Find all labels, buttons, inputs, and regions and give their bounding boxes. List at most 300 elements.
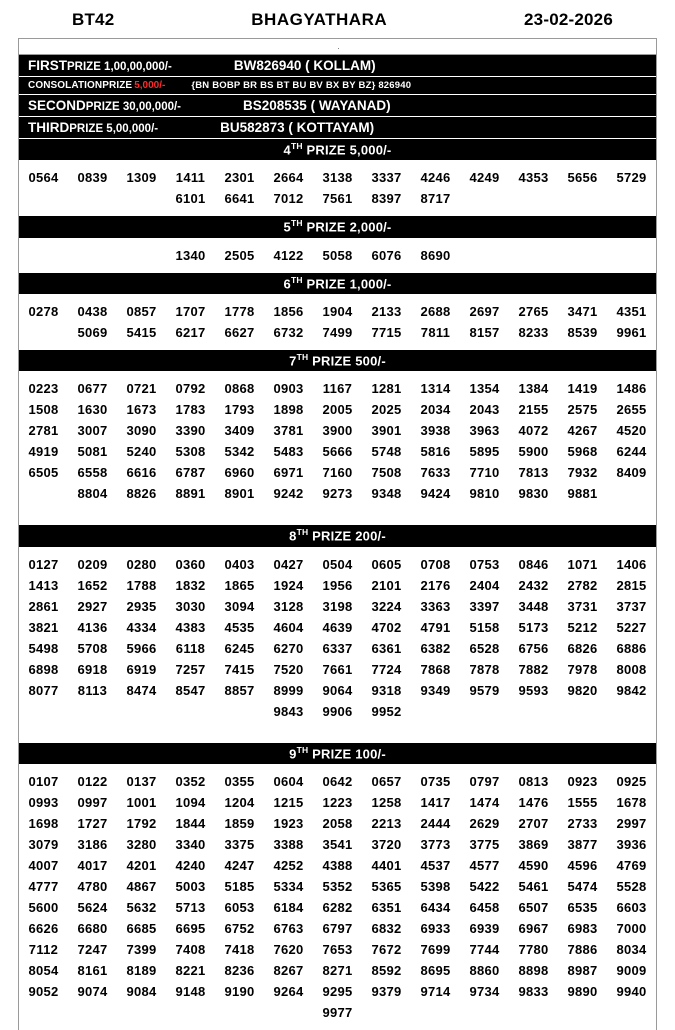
number-cell: 0642 bbox=[322, 773, 353, 789]
number-cell: 2688 bbox=[420, 303, 451, 319]
number-cell: 8189 bbox=[126, 962, 157, 978]
second-prize-ticket: BS208535 ( WAYANAD) bbox=[243, 97, 391, 113]
fifth-prize-title: 5TH PRIZE 2,000/- bbox=[283, 218, 392, 235]
number-cell: 5227 bbox=[616, 619, 647, 635]
lottery-code: BT42 bbox=[72, 10, 115, 29]
number-cell: 9842 bbox=[616, 682, 647, 698]
number-cell: 3541 bbox=[322, 836, 353, 852]
number-cell: 0438 bbox=[77, 303, 108, 319]
number-cell: 0797 bbox=[469, 773, 500, 789]
number-cell: 7882 bbox=[518, 661, 549, 677]
number-cell: 0427 bbox=[273, 556, 304, 572]
number-cell: 8898 bbox=[518, 962, 549, 978]
number-cell: 1223 bbox=[322, 794, 353, 810]
number-cell: 2655 bbox=[616, 402, 647, 418]
third-prize-label: THIRDPRIZE 5,00,000/- bbox=[28, 119, 159, 135]
number-cell: 3340 bbox=[175, 836, 206, 852]
number-cell: 3337 bbox=[371, 170, 402, 186]
number-cell bbox=[362, 1002, 411, 1023]
number-cell: 3731 bbox=[567, 598, 598, 614]
number-cell bbox=[264, 1002, 313, 1023]
number-cell: 2034 bbox=[420, 402, 451, 418]
number-cell: 4136 bbox=[77, 619, 108, 635]
number-cell: 6933 bbox=[420, 920, 451, 936]
number-cell: 7633 bbox=[420, 465, 451, 481]
number-cell: 6680 bbox=[77, 920, 108, 936]
number-cell: 7415 bbox=[224, 661, 255, 677]
number-cell: 8891 bbox=[175, 486, 206, 502]
number-cell bbox=[558, 245, 607, 266]
draw-date: 23-02-2026 bbox=[524, 10, 613, 29]
number-cell: 2025 bbox=[371, 402, 402, 418]
number-cell: 1924 bbox=[273, 577, 304, 593]
number-cell: 1167 bbox=[322, 381, 353, 397]
number-cell: 3363 bbox=[420, 598, 451, 614]
number-cell: 1793 bbox=[224, 402, 255, 418]
number-row bbox=[19, 701, 656, 722]
number-cell: 0355 bbox=[224, 773, 255, 789]
number-cell: 4919 bbox=[28, 444, 59, 460]
number-cell: 3186 bbox=[77, 836, 108, 852]
number-cell bbox=[460, 1002, 509, 1023]
number-cell: 8695 bbox=[420, 962, 451, 978]
number-cell: 4201 bbox=[126, 857, 157, 873]
number-row bbox=[19, 322, 656, 343]
number-cell bbox=[411, 701, 460, 722]
number-cell: 8271 bbox=[322, 962, 353, 978]
number-cell: 0677 bbox=[77, 381, 108, 397]
number-cell: 9820 bbox=[567, 682, 598, 698]
number-cell: 2213 bbox=[371, 815, 402, 831]
number-cell: 8690 bbox=[420, 247, 451, 263]
number-cell: 8267 bbox=[273, 962, 304, 978]
number-cell: 4780 bbox=[77, 878, 108, 894]
number-cell: 0792 bbox=[175, 381, 206, 397]
number-cell: 2733 bbox=[567, 815, 598, 831]
ninth-prize-header bbox=[19, 743, 656, 765]
number-cell: 9009 bbox=[616, 962, 647, 978]
number-cell: 4791 bbox=[420, 619, 451, 635]
number-cell: 9734 bbox=[469, 983, 500, 999]
number-cell: 1859 bbox=[224, 815, 255, 831]
number-cell: 3397 bbox=[469, 598, 500, 614]
number-cell: 5968 bbox=[567, 444, 598, 460]
number-row bbox=[19, 378, 656, 399]
number-cell: 8161 bbox=[77, 962, 108, 978]
sixth-prize-header bbox=[19, 273, 656, 295]
number-cell: 3936 bbox=[616, 836, 647, 852]
number-cell: 9843 bbox=[273, 703, 304, 719]
number-cell: 0993 bbox=[28, 794, 59, 810]
number-cell bbox=[509, 701, 558, 722]
number-cell: 2935 bbox=[126, 598, 157, 614]
seventh-prize-numbers bbox=[19, 372, 656, 511]
number-cell bbox=[411, 1002, 460, 1023]
number-cell: 9348 bbox=[371, 486, 402, 502]
number-cell: 2707 bbox=[518, 815, 549, 831]
number-cell: 2697 bbox=[469, 303, 500, 319]
number-cell: 7886 bbox=[567, 941, 598, 957]
number-cell: 7744 bbox=[469, 941, 500, 957]
number-cell: 1001 bbox=[126, 794, 157, 810]
ninth-prize-numbers bbox=[19, 765, 656, 1030]
number-cell: 7418 bbox=[224, 941, 255, 957]
number-cell: 5713 bbox=[175, 899, 206, 915]
number-cell: 6886 bbox=[616, 640, 647, 656]
number-cell: 0278 bbox=[28, 303, 59, 319]
number-row bbox=[19, 617, 656, 638]
number-cell: 6939 bbox=[469, 920, 500, 936]
number-cell: 8804 bbox=[77, 486, 108, 502]
number-cell: 6732 bbox=[273, 324, 304, 340]
number-cell: 1508 bbox=[28, 402, 59, 418]
number-cell: 9593 bbox=[518, 682, 549, 698]
number-cell: 0352 bbox=[175, 773, 206, 789]
number-row bbox=[19, 939, 656, 960]
number-cell: 0137 bbox=[126, 773, 157, 789]
number-cell: 8547 bbox=[175, 682, 206, 698]
number-cell: 8221 bbox=[175, 962, 206, 978]
number-cell: 5240 bbox=[126, 444, 157, 460]
lottery-name: BHAGYATHARA bbox=[251, 10, 388, 29]
number-cell: 6382 bbox=[420, 640, 451, 656]
number-cell: 8539 bbox=[567, 324, 598, 340]
number-cell: 6434 bbox=[420, 899, 451, 915]
number-cell: 6337 bbox=[322, 640, 353, 656]
number-cell: 0209 bbox=[77, 556, 108, 572]
number-cell: 0868 bbox=[224, 381, 255, 397]
number-cell: 7000 bbox=[616, 920, 647, 936]
number-cell: 1832 bbox=[175, 577, 206, 593]
number-cell: 0857 bbox=[126, 303, 157, 319]
number-cell: 1417 bbox=[420, 794, 451, 810]
number-cell: 9273 bbox=[322, 486, 353, 502]
ninth-prize-title: 9TH PRIZE 100/- bbox=[289, 744, 386, 761]
sixth-prize-title: 6TH PRIZE 1,000/- bbox=[283, 274, 392, 291]
number-cell: 5398 bbox=[420, 878, 451, 894]
number-cell: 7257 bbox=[175, 661, 206, 677]
number-cell bbox=[215, 701, 264, 722]
number-cell: 7508 bbox=[371, 465, 402, 481]
number-cell: 1281 bbox=[371, 381, 402, 397]
number-cell: 4535 bbox=[224, 619, 255, 635]
section-gap bbox=[19, 511, 656, 525]
strip-tick-mark: . bbox=[337, 42, 340, 51]
number-cell: 4604 bbox=[273, 619, 304, 635]
number-row bbox=[19, 399, 656, 420]
number-cell: 5334 bbox=[273, 878, 304, 894]
number-cell: 7699 bbox=[420, 941, 451, 957]
number-cell: 8857 bbox=[224, 682, 255, 698]
number-cell: 1314 bbox=[420, 381, 451, 397]
number-cell: 2043 bbox=[469, 402, 500, 418]
number-row bbox=[19, 188, 656, 209]
number-cell: 2101 bbox=[371, 577, 402, 593]
number-cell: 6919 bbox=[126, 661, 157, 677]
sixth-prize-numbers bbox=[19, 295, 656, 350]
number-row bbox=[19, 596, 656, 617]
number-cell: 2444 bbox=[420, 815, 451, 831]
number-cell: 0657 bbox=[371, 773, 402, 789]
number-cell: 4122 bbox=[273, 247, 304, 263]
number-cell bbox=[166, 1002, 215, 1023]
number-cell: 9052 bbox=[28, 983, 59, 999]
number-cell: 3198 bbox=[322, 598, 353, 614]
number-cell: 1340 bbox=[175, 247, 206, 263]
number-cell bbox=[19, 701, 68, 722]
number-cell: 5474 bbox=[567, 878, 598, 894]
seventh-prize-title: 7TH PRIZE 500/- bbox=[289, 351, 386, 369]
number-cell: 4072 bbox=[518, 423, 549, 439]
number-cell: 9833 bbox=[518, 983, 549, 999]
number-cell: 5656 bbox=[567, 170, 598, 186]
number-cell bbox=[460, 188, 509, 209]
number-cell: 6282 bbox=[322, 899, 353, 915]
number-cell: 2861 bbox=[28, 598, 59, 614]
number-cell: 8999 bbox=[273, 682, 304, 698]
number-cell: 0605 bbox=[371, 556, 402, 572]
number-cell: 6797 bbox=[322, 920, 353, 936]
number-cell: 7868 bbox=[420, 661, 451, 677]
number-cell: 1956 bbox=[322, 577, 353, 593]
number-cell: 2155 bbox=[518, 402, 549, 418]
number-row bbox=[19, 462, 656, 483]
number-cell: 3471 bbox=[567, 303, 598, 319]
number-cell: 8397 bbox=[371, 191, 402, 207]
number-cell bbox=[607, 245, 656, 266]
number-cell: 5483 bbox=[273, 444, 304, 460]
number-cell: 5003 bbox=[175, 878, 206, 894]
number-cell: 7112 bbox=[28, 941, 59, 957]
number-cell: 8233 bbox=[518, 324, 549, 340]
number-cell: 9064 bbox=[322, 682, 353, 698]
number-cell bbox=[607, 483, 656, 504]
number-cell: 6101 bbox=[175, 191, 206, 207]
number-cell: 5308 bbox=[175, 444, 206, 460]
number-row bbox=[19, 834, 656, 855]
number-cell: 0708 bbox=[420, 556, 451, 572]
number-cell: 5748 bbox=[371, 444, 402, 460]
number-row bbox=[19, 813, 656, 834]
third-prize-row bbox=[19, 117, 656, 139]
number-cell: 7710 bbox=[469, 465, 500, 481]
number-cell: 3409 bbox=[224, 423, 255, 439]
number-cell: 6960 bbox=[224, 465, 255, 481]
consolation-prize-row bbox=[19, 77, 656, 95]
number-cell: 3280 bbox=[126, 836, 157, 852]
number-cell: 2997 bbox=[616, 815, 647, 831]
number-cell bbox=[68, 245, 117, 266]
number-cell: 8236 bbox=[224, 962, 255, 978]
number-cell: 0813 bbox=[518, 773, 549, 789]
number-cell bbox=[558, 1002, 607, 1023]
first-prize-ticket: BW826940 ( KOLLAM) bbox=[233, 57, 376, 73]
number-row bbox=[19, 918, 656, 939]
number-cell: 0753 bbox=[469, 556, 500, 572]
number-cell: 6535 bbox=[567, 899, 598, 915]
number-cell: 6118 bbox=[175, 640, 206, 656]
number-cell: 5666 bbox=[322, 444, 353, 460]
number-cell: 6076 bbox=[371, 247, 402, 263]
section-gap bbox=[19, 729, 656, 743]
number-cell bbox=[68, 188, 117, 209]
number-cell: 1258 bbox=[371, 794, 402, 810]
number-cell: 9349 bbox=[420, 682, 451, 698]
number-cell: 3773 bbox=[420, 836, 451, 852]
number-cell bbox=[19, 1002, 68, 1023]
number-cell bbox=[19, 322, 68, 343]
number-row bbox=[19, 441, 656, 462]
number-cell: 3737 bbox=[616, 598, 647, 614]
result-sheet bbox=[18, 38, 657, 1030]
fourth-prize-title: 4TH PRIZE 5,000/- bbox=[283, 141, 392, 158]
number-row bbox=[19, 301, 656, 322]
number-cell: 1844 bbox=[175, 815, 206, 831]
number-cell: 2575 bbox=[567, 402, 598, 418]
number-cell: 0223 bbox=[28, 381, 59, 397]
second-prize-amount: PRIZE 30,00,000/- bbox=[85, 100, 182, 113]
number-cell: 5900 bbox=[518, 444, 549, 460]
number-row bbox=[19, 855, 656, 876]
number-cell: 2815 bbox=[616, 577, 647, 593]
consolation-prize-label: CONSOLATIONPRIZE bbox=[28, 79, 133, 91]
number-cell: 7399 bbox=[126, 941, 157, 957]
number-cell: 7661 bbox=[322, 661, 353, 677]
fourth-prize-numbers bbox=[19, 161, 656, 216]
number-cell: 7811 bbox=[420, 324, 451, 340]
number-cell: 4577 bbox=[469, 857, 500, 873]
number-cell: 0122 bbox=[77, 773, 108, 789]
number-cell: 4267 bbox=[567, 423, 598, 439]
number-cell: 7932 bbox=[567, 465, 598, 481]
number-cell: 3090 bbox=[126, 423, 157, 439]
number-cell: 6603 bbox=[616, 899, 647, 915]
number-cell: 9881 bbox=[567, 486, 598, 502]
number-cell: 6616 bbox=[126, 465, 157, 481]
number-cell: 3079 bbox=[28, 836, 59, 852]
number-cell: 7878 bbox=[469, 661, 500, 677]
number-cell: 8157 bbox=[469, 324, 500, 340]
number-cell: 1406 bbox=[616, 556, 647, 572]
number-cell: 5966 bbox=[126, 640, 157, 656]
number-cell bbox=[19, 188, 68, 209]
number-cell: 7408 bbox=[175, 941, 206, 957]
number-cell: 7724 bbox=[371, 661, 402, 677]
number-cell: 7247 bbox=[77, 941, 108, 957]
number-cell: 1309 bbox=[126, 170, 157, 186]
number-cell: 6351 bbox=[371, 899, 402, 915]
number-cell: 5895 bbox=[469, 444, 500, 460]
number-cell: 3900 bbox=[322, 423, 353, 439]
number-cell: 1476 bbox=[518, 794, 549, 810]
number-cell: 1486 bbox=[616, 381, 647, 397]
document-header bbox=[0, 0, 675, 38]
eighth-prize-header bbox=[19, 525, 656, 547]
number-cell: 3375 bbox=[224, 836, 255, 852]
number-cell: 3781 bbox=[273, 423, 304, 439]
number-cell: 4353 bbox=[518, 170, 549, 186]
number-cell: 1856 bbox=[273, 303, 304, 319]
number-cell: 6763 bbox=[273, 920, 304, 936]
number-cell: 1094 bbox=[175, 794, 206, 810]
number-cell: 2301 bbox=[224, 170, 255, 186]
number-cell: 3030 bbox=[175, 598, 206, 614]
number-cell bbox=[607, 1002, 656, 1023]
number-cell: 9074 bbox=[77, 983, 108, 999]
number-cell: 5632 bbox=[126, 899, 157, 915]
number-cell: 5816 bbox=[420, 444, 451, 460]
number-cell: 2505 bbox=[224, 247, 255, 263]
number-cell: 5422 bbox=[469, 878, 500, 894]
number-cell: 3448 bbox=[518, 598, 549, 614]
number-row bbox=[19, 575, 656, 596]
number-cell: 8054 bbox=[28, 962, 59, 978]
number-cell: 0923 bbox=[567, 773, 598, 789]
number-row bbox=[19, 960, 656, 981]
number-cell: 8592 bbox=[371, 962, 402, 978]
number-cell: 1652 bbox=[77, 577, 108, 593]
number-cell: 8860 bbox=[469, 962, 500, 978]
number-cell: 9264 bbox=[273, 983, 304, 999]
number-cell: 4401 bbox=[371, 857, 402, 873]
number-row bbox=[19, 554, 656, 575]
number-row bbox=[19, 771, 656, 792]
number-cell bbox=[117, 188, 166, 209]
number-cell: 1419 bbox=[567, 381, 598, 397]
number-cell: 1904 bbox=[322, 303, 353, 319]
number-cell: 8034 bbox=[616, 941, 647, 957]
number-cell: 6695 bbox=[175, 920, 206, 936]
number-cell: 5528 bbox=[616, 878, 647, 894]
number-cell: 4383 bbox=[175, 619, 206, 635]
number-cell: 9424 bbox=[420, 486, 451, 502]
number-row bbox=[19, 245, 656, 266]
number-cell: 4351 bbox=[616, 303, 647, 319]
number-cell: 6458 bbox=[469, 899, 500, 915]
number-cell: 2664 bbox=[273, 170, 304, 186]
number-cell: 7499 bbox=[322, 324, 353, 340]
number-cell: 4017 bbox=[77, 857, 108, 873]
number-cell: 2133 bbox=[371, 303, 402, 319]
number-cell: 9977 bbox=[322, 1004, 353, 1020]
number-cell: 3720 bbox=[371, 836, 402, 852]
number-cell: 3007 bbox=[77, 423, 108, 439]
number-cell: 1673 bbox=[126, 402, 157, 418]
number-cell: 3094 bbox=[224, 598, 255, 614]
number-cell: 8901 bbox=[224, 486, 255, 502]
number-cell: 9084 bbox=[126, 983, 157, 999]
number-cell: 9940 bbox=[616, 983, 647, 999]
number-cell: 6507 bbox=[518, 899, 549, 915]
number-cell: 8008 bbox=[616, 661, 647, 677]
number-cell: 1204 bbox=[224, 794, 255, 810]
number-row bbox=[19, 1002, 656, 1023]
number-cell: 5365 bbox=[371, 878, 402, 894]
number-cell: 0504 bbox=[322, 556, 353, 572]
third-prize-amount: PRIZE 5,00,000/- bbox=[69, 122, 159, 135]
number-cell: 1474 bbox=[469, 794, 500, 810]
number-cell: 2781 bbox=[28, 423, 59, 439]
number-cell: 6361 bbox=[371, 640, 402, 656]
number-cell bbox=[509, 188, 558, 209]
number-cell: 1898 bbox=[273, 402, 304, 418]
number-cell: 0839 bbox=[77, 170, 108, 186]
number-cell: 1630 bbox=[77, 402, 108, 418]
number-cell: 5212 bbox=[567, 619, 598, 635]
number-cell: 4007 bbox=[28, 857, 59, 873]
first-prize-amount: PRIZE 1,00,00,000/- bbox=[67, 60, 172, 73]
number-cell bbox=[558, 701, 607, 722]
